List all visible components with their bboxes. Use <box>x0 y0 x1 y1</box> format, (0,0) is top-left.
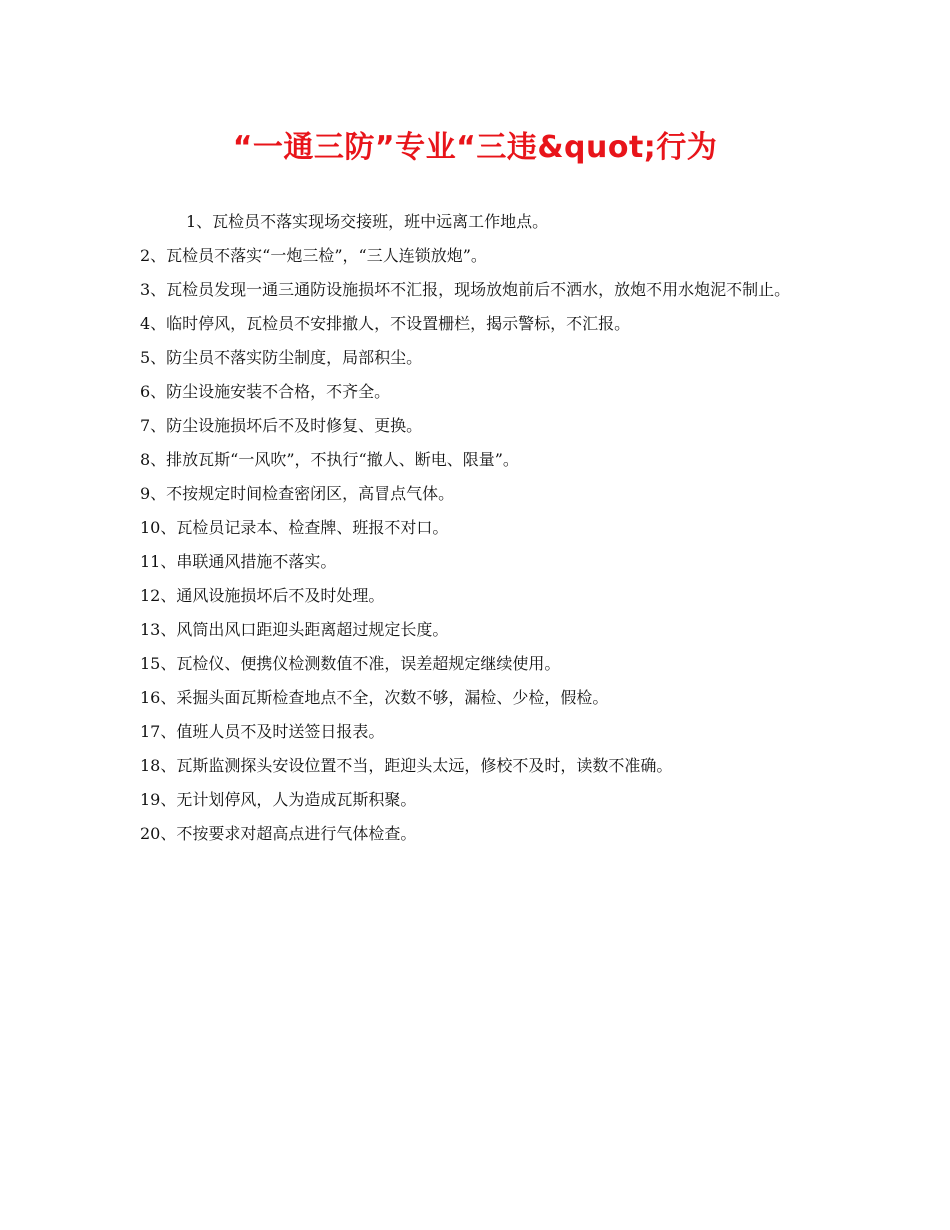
list-item: 7、防尘设施损坏后不及时修复、更换。 <box>140 416 423 435</box>
list-item: 4、临时停风，瓦检员不安排撤人，不设置栅栏，揭示警标，不汇报。 <box>140 314 631 333</box>
list-item: 19、无计划停风，人为造成瓦斯积聚。 <box>140 790 417 809</box>
list-item: 8、排放瓦斯“一风吹”，不执行“撤人、断电、限量”。 <box>140 450 519 469</box>
list-item: 5、防尘员不落实防尘制度，局部积尘。 <box>140 348 423 367</box>
list-item: 12、通风设施损坏后不及时处理。 <box>140 586 385 605</box>
document-title: “一通三防”专业“三违&quot;行为 <box>232 130 718 165</box>
list-item: 13、风筒出风口距迎头距离超过规定长度。 <box>140 620 449 639</box>
list-item: 18、瓦斯监测探头安设位置不当，距迎头太远，修校不及时，读数不准确。 <box>140 756 673 775</box>
list-item: 2、瓦检员不落实“一炮三检”，“三人连锁放炮”。 <box>140 246 487 265</box>
list-item: 20、不按要求对超高点进行气体检查。 <box>140 824 417 843</box>
list-item: 9、不按规定时间检查密闭区，高冒点气体。 <box>140 484 455 503</box>
document-body <box>140 205 820 851</box>
list-item: 10、瓦检员记录本、检查牌、班报不对口。 <box>140 518 449 537</box>
list-item: 1、瓦检员不落实现场交接班，班中远离工作地点。 <box>186 212 549 231</box>
list-item: 15、瓦检仪、便携仪检测数值不准，误差超规定继续使用。 <box>140 654 561 673</box>
list-item: 6、防尘设施安装不合格，不齐全。 <box>140 382 391 401</box>
list-item: 17、值班人员不及时送签日报表。 <box>140 722 385 741</box>
list-item: 3、瓦检员发现一通三通防设施损坏不汇报，现场放炮前后不洒水，放炮不用水炮泥不制止。 <box>140 280 791 299</box>
list-item: 11、串联通风措施不落实。 <box>140 552 337 571</box>
list-item: 16、采掘头面瓦斯检查地点不全，次数不够，漏检、少检，假检。 <box>140 688 609 707</box>
